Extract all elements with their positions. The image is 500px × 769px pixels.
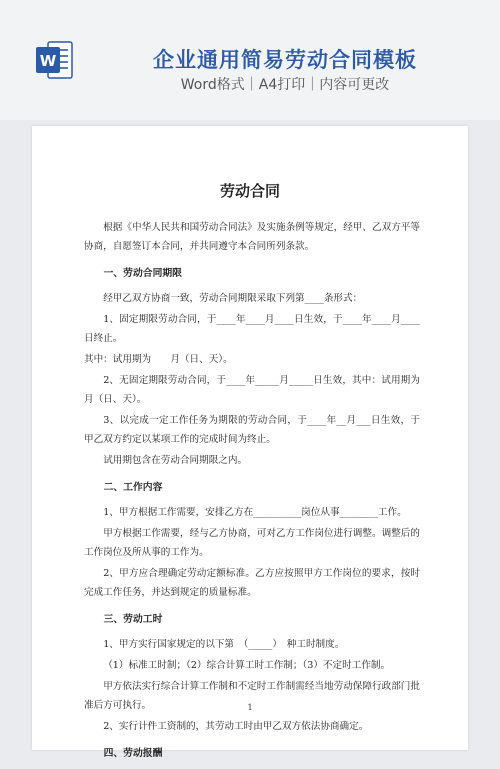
document-title: 劳动合同	[219, 182, 280, 200]
page-number: 1	[247, 703, 253, 712]
section-heading-term: 一、劳动合同期限	[103, 268, 182, 279]
hours-paragraph-3: 甲方依法实行综合计算工作制和不定时工作制需经当地劳动保障行政部门批准后方可执行。	[84, 681, 420, 711]
work-paragraph-3: 2、甲方应合理确定劳动定额标准。乙方应按照甲方工作岗位的要求，按时完成工作任务，并达到规定的质量标准。	[84, 568, 420, 598]
term-paragraph-1: 经甲乙双方协商一致，劳动合同期限采取下列第____条形式：	[103, 293, 363, 304]
document-page	[32, 126, 468, 759]
work-paragraph-1: 1、甲方根据工作需要，安排乙方在__________岗位从事________工作。	[103, 507, 407, 518]
hours-paragraph-4: 2、实行计件工资制的，其劳动工时由甲乙双方依法协商确定。	[103, 721, 369, 732]
template-subtitle: Word格式｜A4打印｜内容可更改	[180, 77, 390, 93]
hours-paragraph-1: 1、甲方实行国家规定的以下第 （_____） 种工时制度。	[103, 639, 345, 650]
intro-paragraph: 根据《中华人民共和国劳动合同法》及实施条例等规定，经甲、乙双方平等协商，自愿签订本合同，并共同遵守本合同所列条款。	[84, 222, 420, 252]
template-title: 企业通用简易劳动合同模板	[153, 48, 417, 72]
term-paragraph-3: 其中：试用期为 月（日、天）。	[84, 354, 233, 365]
section-heading-pay: 四、劳动报酬	[103, 748, 163, 759]
hours-paragraph-2: （1）标准工时制；（2）综合计算工时工作制；（3）不定时工作制。	[103, 660, 391, 671]
term-paragraph-2: 1、固定期限劳动合同，于____年____月____日生效，于____年____月____日终止。	[84, 314, 420, 344]
section-heading-hours: 三、劳动工时	[103, 614, 163, 625]
word-icon-letter: W	[39, 52, 57, 70]
work-paragraph-2: 甲方根据工作需要，经与乙方协商，可对乙方工作岗位进行调整。调整后的工作岗位及所从事的工作为。	[84, 528, 420, 558]
section-heading-work: 二、工作内容	[103, 482, 163, 493]
term-paragraph-5: 3、以完成一定工作任务为期限的劳动合同，于____年__月___日生效，于甲乙双方约定以某项工作的完成时间为终止。	[84, 415, 420, 445]
term-paragraph-6: 试用期包含在劳动合同期限之内。	[103, 455, 248, 466]
page-header	[0, 0, 500, 120]
word-icon	[34, 38, 74, 82]
term-paragraph-4: 2、无固定期限劳动合同，于____年_____月_____日生效，其中：试用期为月（日、天）。	[84, 375, 420, 405]
document-body	[84, 218, 420, 769]
